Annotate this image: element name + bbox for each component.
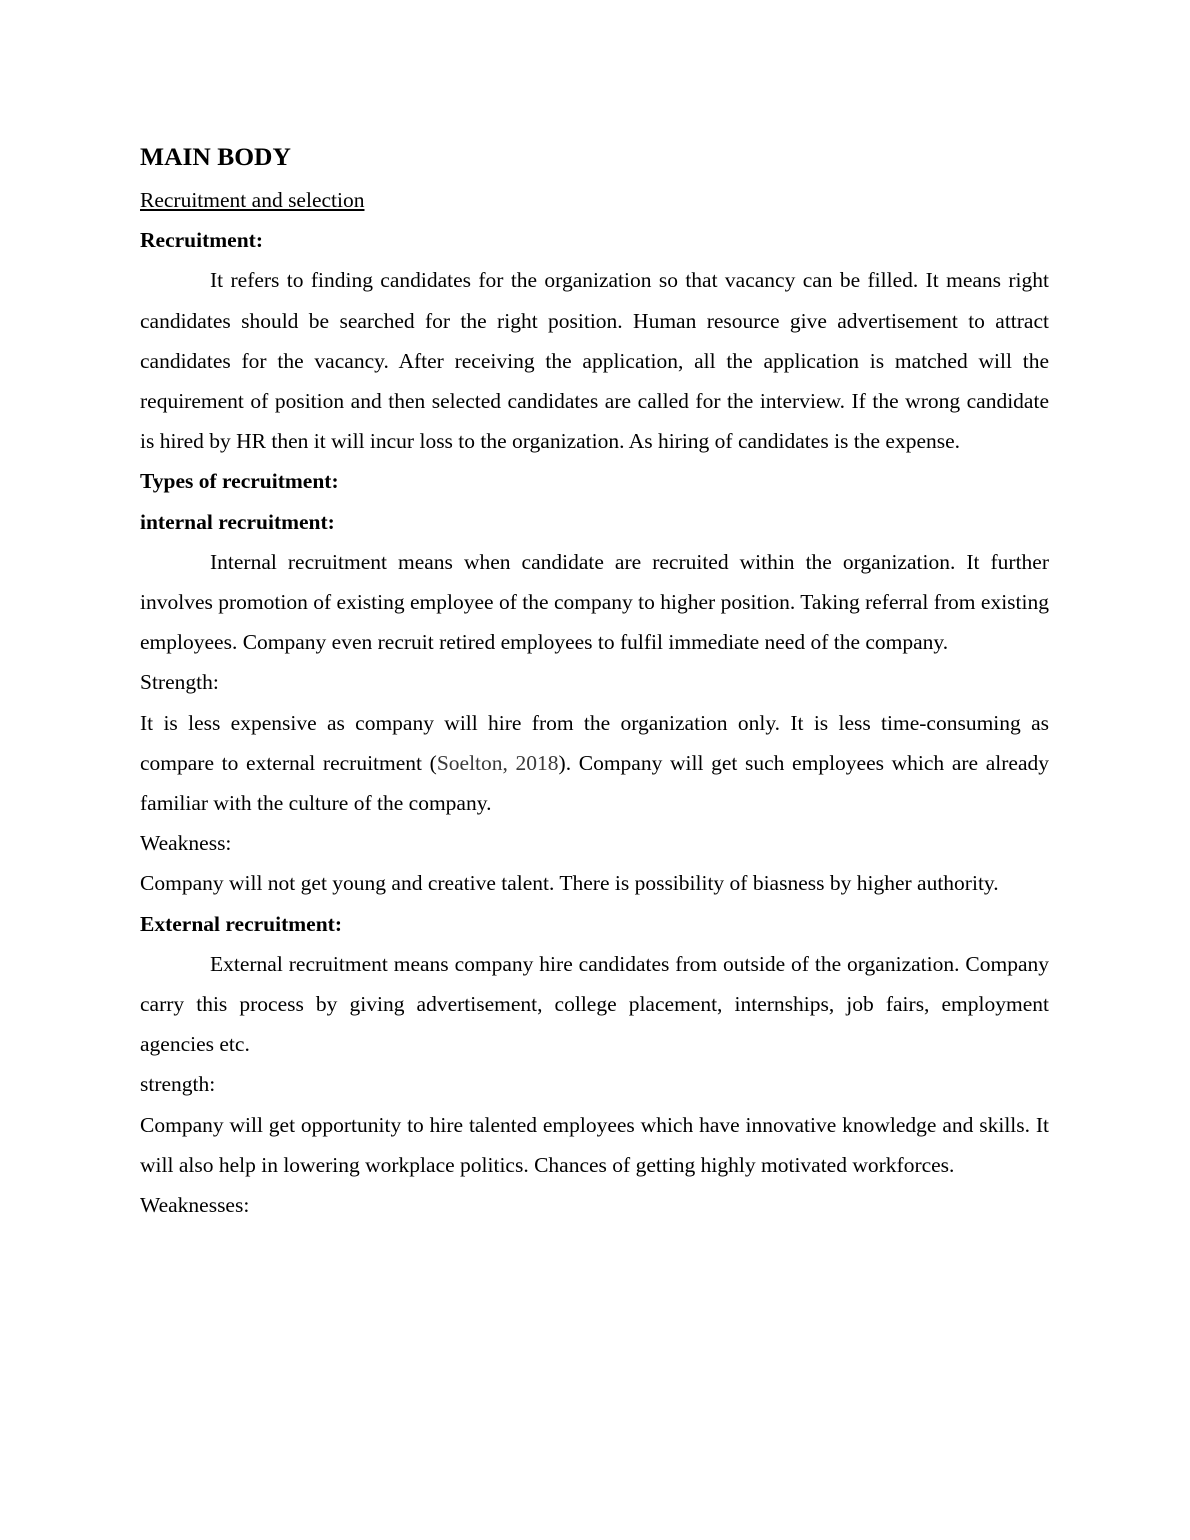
recruitment-paragraph: It refers to finding candidates for the organization so that vacancy can be filled. It means right candidates should be searched for the right position. Human resource give advertisement to attract candidates for the vacancy. After receiving the application, all the application is matched will the requirement of position and then selected candidates are called for the interview. If the wrong candidate is hired by HR then it will incur loss to the organization. As hiring of candidates is the expense. — [140, 268, 1049, 454]
internal-strength-paragraph — [140, 703, 1049, 824]
external-recruitment-heading: External recruitment: — [140, 911, 342, 936]
external-strength-label: strength: — [140, 1072, 216, 1097]
recruitment-heading: Recruitment: — [140, 228, 263, 253]
internal-strength-label: Strength: — [140, 670, 219, 695]
external-recruitment-paragraph: External recruitment means company hire candidates from outside of the organization. Company carry this process by giving advertisement, college placement, internships, job fairs, employment agencies etc. — [140, 951, 1049, 1057]
internal-weakness-label: Weakness: — [140, 831, 232, 856]
citation: Soelton, 2018 — [436, 750, 559, 775]
external-weakness-label: Weaknesses: — [140, 1193, 250, 1218]
internal-weakness-paragraph: Company will not get young and creative talent. There is possibility of biasness by higher authority. — [140, 871, 999, 896]
types-heading: Types of recruitment: — [140, 469, 339, 494]
internal-strength-text-after: ). Company will get such employees which are already familiar with the culture of the company. — [140, 750, 1049, 816]
internal-strength-text-before: It is less expensive as company will hire from the organization only. It is less time-consuming as compare to external recruitment ( — [140, 710, 1049, 775]
document-page — [140, 138, 1049, 1225]
main-title: MAIN BODY — [140, 142, 291, 171]
internal-recruitment-paragraph: Internal recruitment means when candidate are recruited within the organization. It further involves promotion of existing employee of the company to higher position. Taking referral from existing employees. Company even recruit retired employees to fulfil immediate need of the company. — [140, 549, 1049, 655]
internal-recruitment-heading: internal recruitment: — [140, 509, 335, 534]
external-strength-paragraph: Company will get opportunity to hire talented employees which have innovative knowledge and skills. It will also help in lowering workplace politics. Chances of getting highly motivated workforces. — [140, 1112, 1049, 1177]
section-title: Recruitment and selection — [140, 188, 365, 212]
